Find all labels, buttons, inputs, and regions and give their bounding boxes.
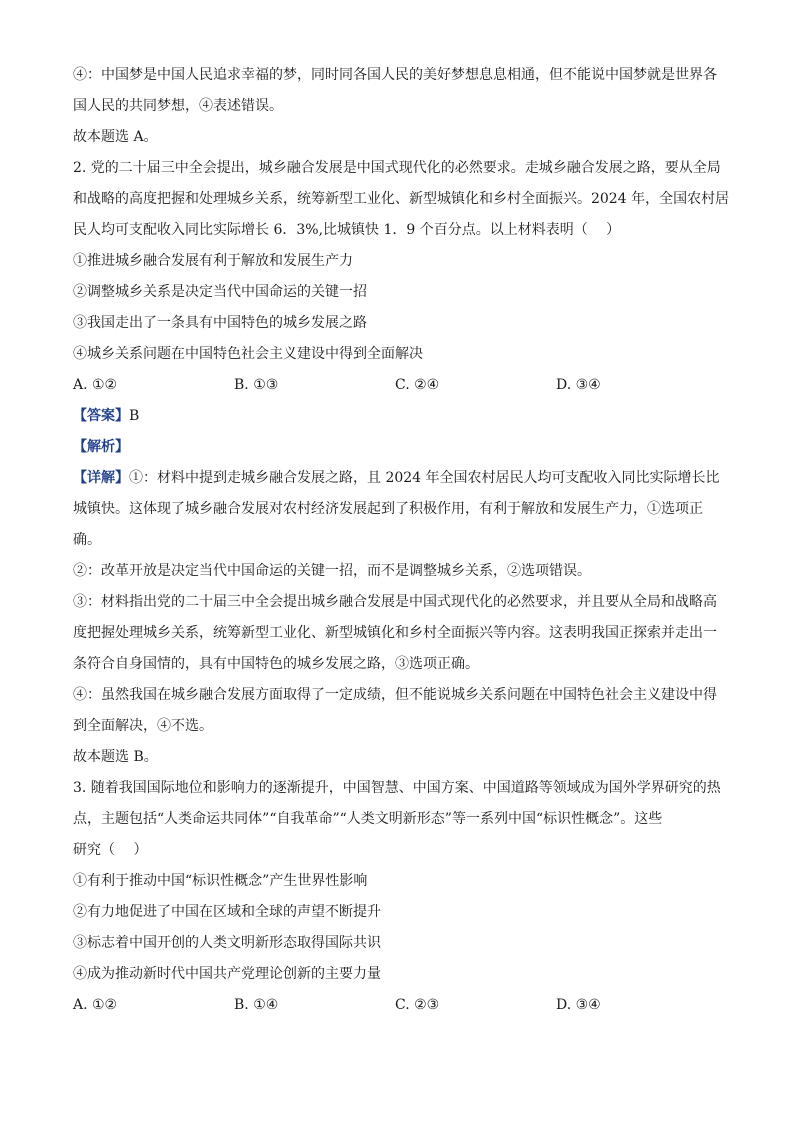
option-a: A. ①② [73, 377, 118, 393]
question-stem-line: 3. 随着我国国际地位和影响力的逐渐提升，中国智慧、中国方案、中国道路等领域成为国外学界研究的热 [73, 780, 721, 796]
detail-text: ②：改革开放是决定当代中国命运的关键一招，而不是调整城乡关系，②选项错误。 [73, 563, 591, 579]
detail-text: 条符合自身国情的，具有中国特色的城乡发展之路，③选项正确。 [73, 656, 479, 672]
option-a: A. ①② [73, 997, 118, 1013]
detail-text: 到全面解决，④不选。 [73, 718, 213, 734]
conclusion-line: 故本题选 B。 [73, 749, 158, 765]
detail-text: ③：材料指出党的二十届三中全会提出城乡融合发展是中国式现代化的必然要求，并且要从全局和战略高 [73, 594, 717, 610]
detail-text: ①：材料中提到走城乡融合发展之路，且 2024 年全国农村居民人均可支配收入同比实际增长比 [129, 470, 720, 486]
statement-item: ②调整城乡关系是决定当代中国命运的关键一招 [73, 284, 367, 300]
detail-line [73, 463, 723, 494]
question-2 [73, 153, 730, 773]
detail-text: ④：虽然我国在城乡融合发展方面取得了一定成绩，但不能说城乡关系问题在中国特色社会主义建设中得 [73, 687, 717, 703]
detail-text: 城镇快。这体现了城乡融合发展对农村经济发展起到了积极作用，有利于解放和发展生产力，①选项正 [73, 501, 703, 517]
question-stem-line: 研究（ ） [73, 842, 148, 858]
option-c: C. ②③ [395, 997, 440, 1013]
statement-item: ②有力地促进了中国在区域和全球的声望不断提升 [73, 904, 381, 920]
question-stem-line: 民人均可支配收入同比实际增长 6．3%,比城镇快 1．9 个百分点。以上材料表明（ ） [73, 222, 621, 238]
text-line: 国人民的共同梦想，④表述错误。 [73, 98, 283, 114]
document-page [73, 60, 730, 1021]
detail-tag: 【详解】 [73, 470, 129, 486]
detail-text: 确。 [73, 532, 101, 548]
question-stem-line: 2. 党的二十届三中全会提出，城乡融合发展是中国式现代化的必然要求。走城乡融合发展之路，要从全局 [73, 160, 721, 176]
text-line: ④：中国梦是中国人民追求幸福的梦，同时同各国人民的美好梦想息息相通，但不能说中国梦就是世界各 [73, 67, 717, 83]
detail-text: 度把握处理城乡关系，统筹新型工业化、新型城镇化和乡村全面振兴等内容。这表明我国正探索并走出一 [73, 625, 717, 641]
answer-options [73, 370, 723, 401]
analysis-tag: 【解析】 [73, 439, 129, 455]
previous-question-tail [73, 60, 723, 153]
option-d: D. ③④ [556, 377, 601, 393]
analysis-line [73, 432, 723, 463]
option-d: D. ③④ [556, 997, 601, 1013]
option-c: C. ②④ [395, 377, 440, 393]
question-stem-line: 和战略的高度把握和处理城乡关系，统筹新型工业化、新型城镇化和乡村全面振兴。2024 年，全国农村居 [73, 191, 730, 207]
statement-item: ③我国走出了一条具有中国特色的城乡发展之路 [73, 315, 367, 331]
option-b: B. ①③ [234, 377, 279, 393]
statement-item: ④成为推动新时代中国共产党理论创新的主要力量 [73, 966, 381, 982]
conclusion-line: 故本题选 A。 [73, 129, 158, 145]
option-b: B. ①④ [234, 997, 279, 1013]
statement-item: ③标志着中国开创的人类文明新形态取得国际共识 [73, 935, 381, 951]
statement-item: ④城乡关系问题在中国特色社会主义建设中得到全面解决 [73, 346, 423, 362]
question-3 [73, 773, 723, 1021]
statement-item: ①推进城乡融合发展有利于解放和发展生产力 [73, 253, 353, 269]
question-stem-line: 点，主题包括“人类命运共同体”“自我革命”“人类文明新形态”等一系列中国“标识性概念”。这些 [73, 811, 663, 827]
answer-value: B [129, 408, 140, 424]
answer-line [73, 401, 723, 432]
answer-tag: 【答案】 [73, 408, 129, 424]
statement-item: ①有利于推动中国“标识性概念”产生世界性影响 [73, 873, 368, 889]
answer-options [73, 990, 723, 1021]
